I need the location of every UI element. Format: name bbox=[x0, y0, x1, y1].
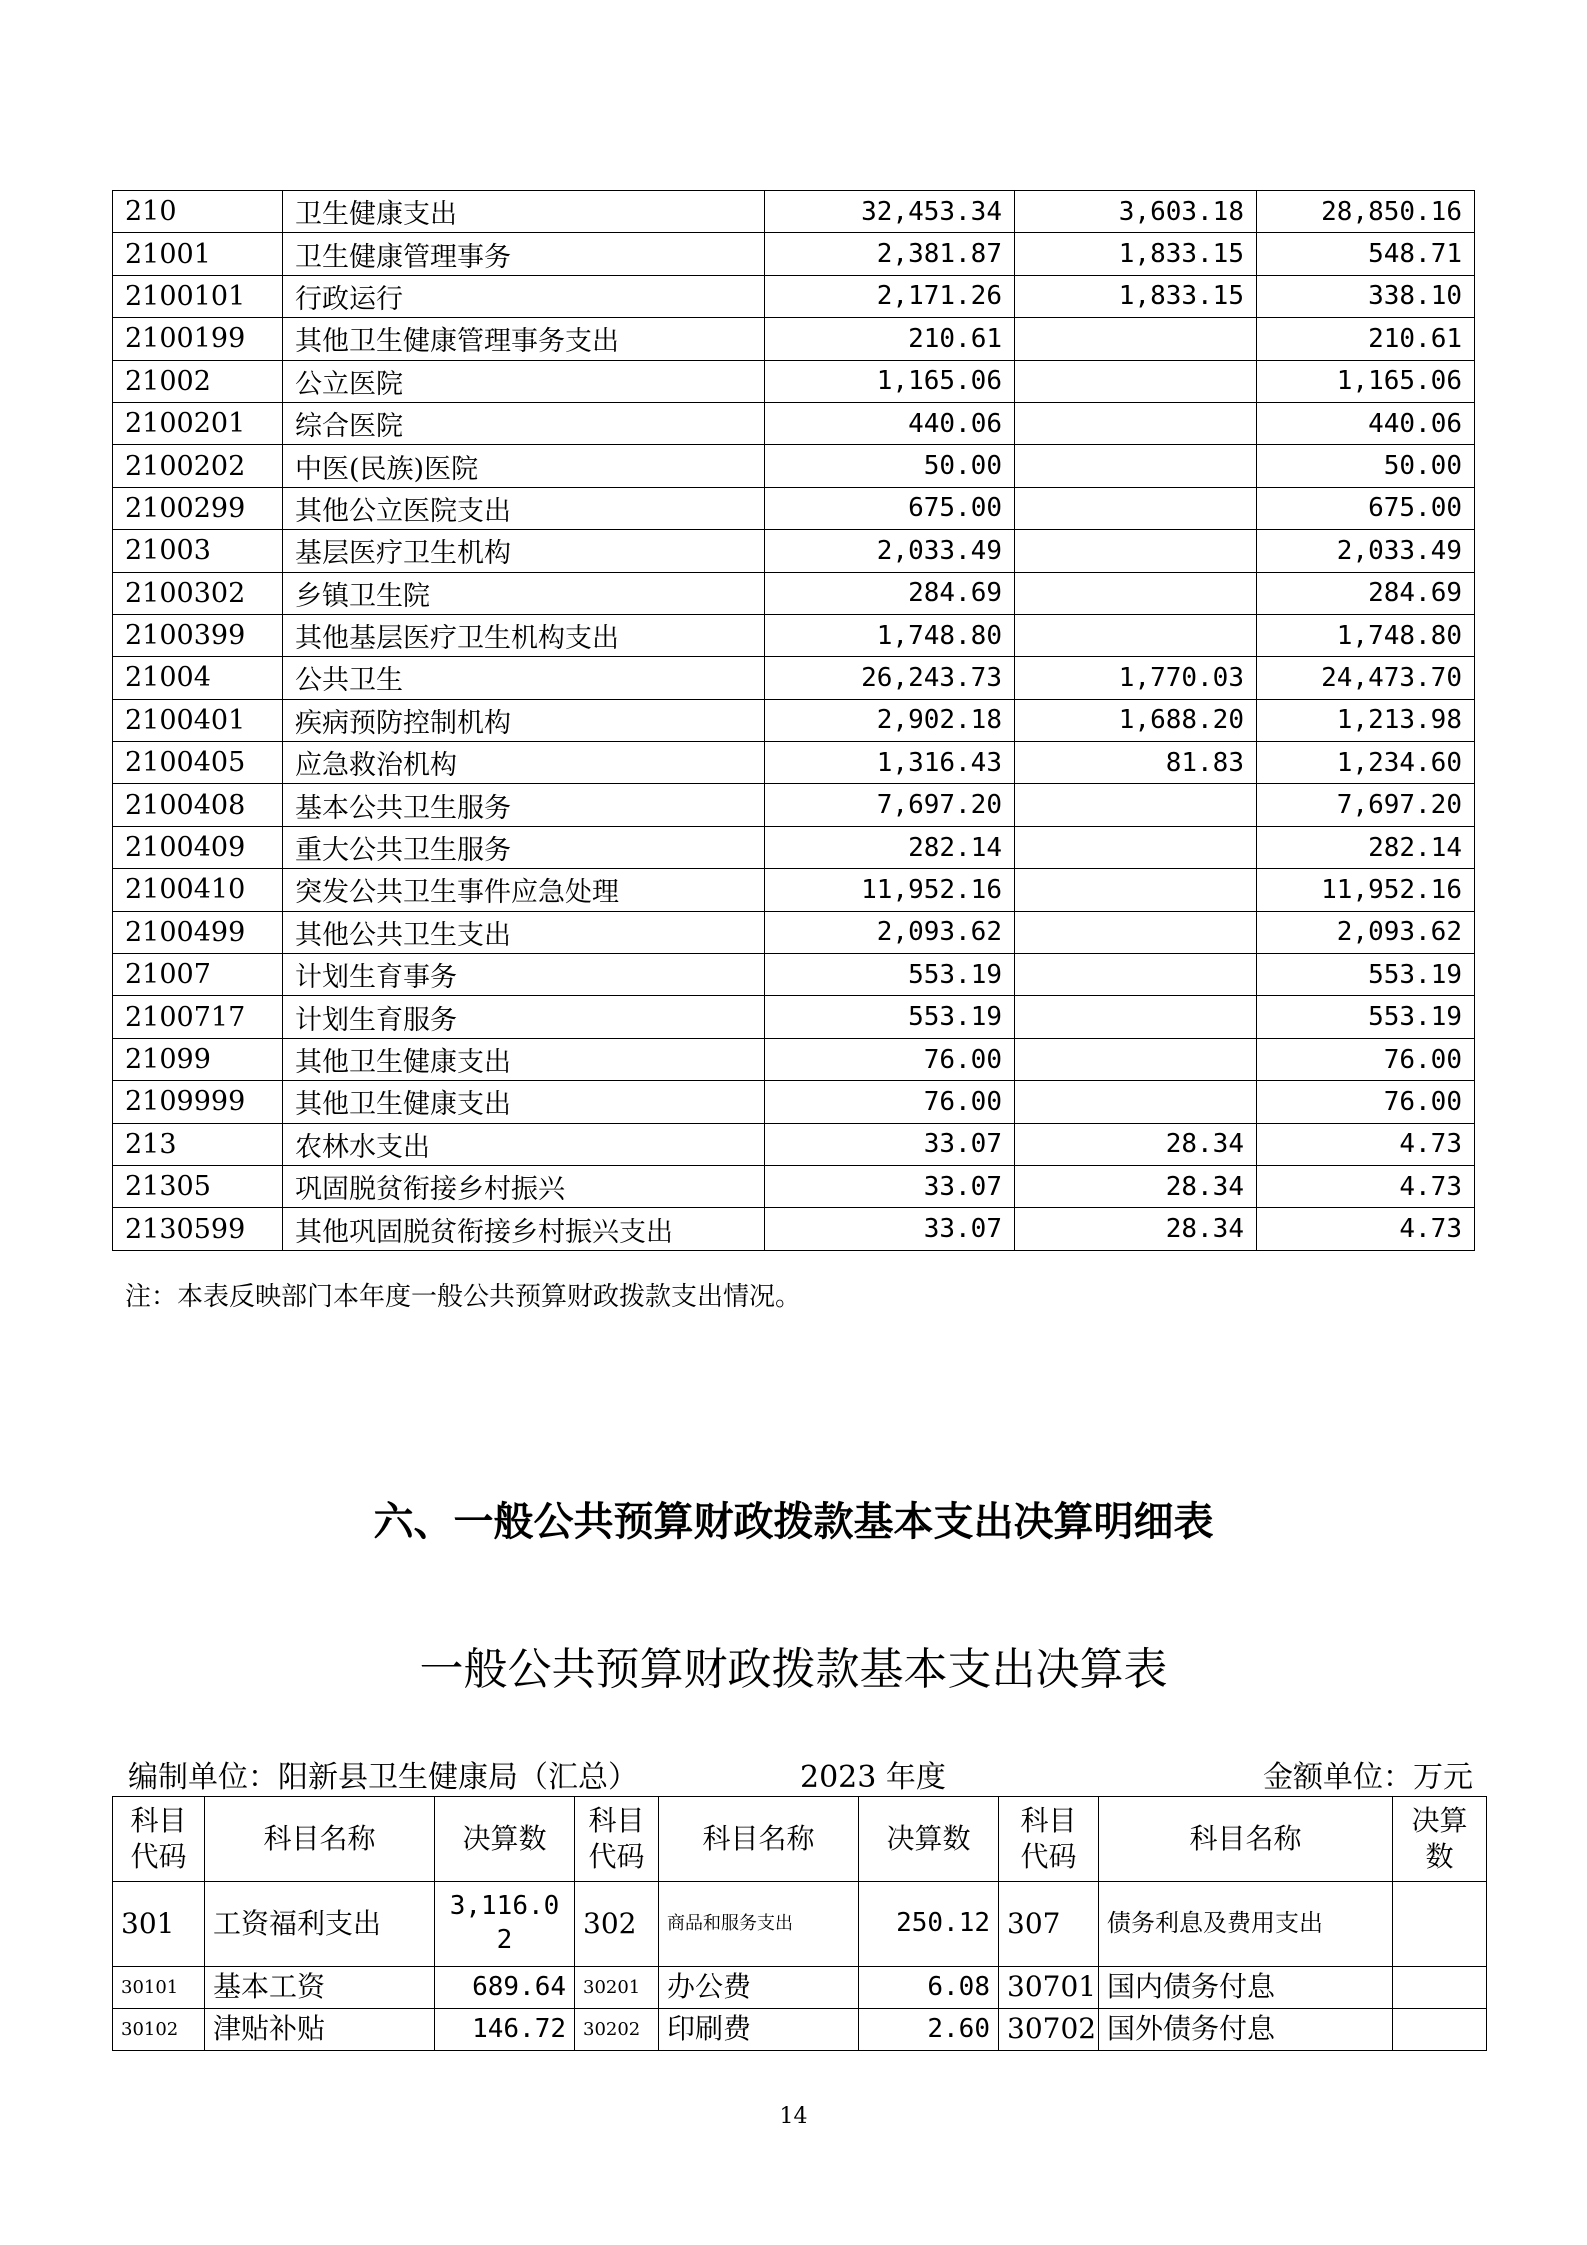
expenditure-table-body bbox=[113, 191, 1475, 1251]
table-row bbox=[113, 614, 1475, 656]
row-total: 2,171.26 bbox=[765, 275, 1015, 317]
row-project: 282.14 bbox=[1257, 826, 1475, 868]
row-project: 4.73 bbox=[1257, 1123, 1475, 1165]
row-code: 2100409 bbox=[113, 826, 283, 868]
row-code: 2100101 bbox=[113, 275, 283, 317]
table-row bbox=[113, 1165, 1475, 1207]
row-amount: 250.12 bbox=[859, 1882, 999, 1967]
row-total: 2,033.49 bbox=[765, 530, 1015, 572]
row-project: 76.00 bbox=[1257, 1081, 1475, 1123]
row-code: 30201 bbox=[575, 1967, 659, 2009]
row-total: 11,952.16 bbox=[765, 869, 1015, 911]
row-project: 1,748.80 bbox=[1257, 614, 1475, 656]
row-project: 284.69 bbox=[1257, 572, 1475, 614]
row-code: 302 bbox=[575, 1882, 659, 1967]
row-project: 1,213.98 bbox=[1257, 699, 1475, 741]
row-basic bbox=[1015, 911, 1257, 953]
row-name: 乡镇卫生院 bbox=[283, 572, 765, 614]
row-total: 282.14 bbox=[765, 826, 1015, 868]
row-total: 1,165.06 bbox=[765, 360, 1015, 402]
row-code: 2100302 bbox=[113, 572, 283, 614]
header-code: 科目代码 bbox=[113, 1797, 205, 1882]
row-amount: 2.60 bbox=[859, 2009, 999, 2051]
header-name: 科目名称 bbox=[205, 1797, 435, 1882]
page-number: 14 bbox=[779, 2104, 808, 2129]
row-basic bbox=[1015, 614, 1257, 656]
row-code: 2100399 bbox=[113, 614, 283, 656]
money-unit: 金额单位：万元 bbox=[1263, 1760, 1473, 1795]
table-row bbox=[113, 530, 1475, 572]
row-name: 计划生育服务 bbox=[283, 996, 765, 1038]
row-total: 284.69 bbox=[765, 572, 1015, 614]
row-name: 计划生育事务 bbox=[283, 954, 765, 996]
row-name: 国内债务付息 bbox=[1099, 1967, 1393, 2009]
table-row bbox=[113, 572, 1475, 614]
table-row bbox=[113, 1967, 1487, 2009]
row-total: 553.19 bbox=[765, 996, 1015, 1038]
row-basic: 1,833.15 bbox=[1015, 275, 1257, 317]
row-code: 2109999 bbox=[113, 1081, 283, 1123]
row-name: 疾病预防控制机构 bbox=[283, 699, 765, 741]
row-code: 30202 bbox=[575, 2009, 659, 2051]
row-name: 印刷费 bbox=[659, 2009, 859, 2051]
row-basic: 28.34 bbox=[1015, 1123, 1257, 1165]
row-name: 综合医院 bbox=[283, 402, 765, 444]
row-code: 210 bbox=[113, 191, 283, 233]
table-note: 注：本表反映部门本年度一般公共预算财政拨款支出情况。 bbox=[125, 1282, 802, 1312]
table-row bbox=[113, 826, 1475, 868]
row-name: 工资福利支出 bbox=[205, 1882, 435, 1967]
row-name: 其他基层医疗卫生机构支出 bbox=[283, 614, 765, 656]
table-row bbox=[113, 1208, 1475, 1250]
row-code: 21305 bbox=[113, 1165, 283, 1207]
row-basic bbox=[1015, 445, 1257, 487]
row-total: 675.00 bbox=[765, 487, 1015, 529]
row-basic bbox=[1015, 530, 1257, 572]
header-code: 科目代码 bbox=[999, 1797, 1099, 1882]
row-project: 4.73 bbox=[1257, 1208, 1475, 1250]
table-row bbox=[113, 699, 1475, 741]
row-basic bbox=[1015, 954, 1257, 996]
row-total: 50.00 bbox=[765, 445, 1015, 487]
table-row bbox=[113, 784, 1475, 826]
row-name: 公立医院 bbox=[283, 360, 765, 402]
row-code: 2100410 bbox=[113, 869, 283, 911]
fiscal-year: 2023 年度 bbox=[800, 1760, 946, 1795]
header-amount: 决算数 bbox=[859, 1797, 999, 1882]
table-row bbox=[113, 869, 1475, 911]
row-basic: 81.83 bbox=[1015, 742, 1257, 784]
row-project: 28,850.16 bbox=[1257, 191, 1475, 233]
row-name: 津贴补贴 bbox=[205, 2009, 435, 2051]
row-code: 21099 bbox=[113, 1038, 283, 1080]
row-basic bbox=[1015, 869, 1257, 911]
row-name: 巩固脱贫衔接乡村振兴 bbox=[283, 1165, 765, 1207]
row-amount: 6.08 bbox=[859, 1967, 999, 2009]
row-total: 1,316.43 bbox=[765, 742, 1015, 784]
row-total: 76.00 bbox=[765, 1038, 1015, 1080]
row-project: 675.00 bbox=[1257, 487, 1475, 529]
row-name: 办公费 bbox=[659, 1967, 859, 2009]
table-header-row bbox=[113, 1797, 1487, 1882]
table-row bbox=[113, 445, 1475, 487]
row-code: 30702 bbox=[999, 2009, 1099, 2051]
row-project: 338.10 bbox=[1257, 275, 1475, 317]
row-project: 7,697.20 bbox=[1257, 784, 1475, 826]
compiling-unit: 编制单位：阳新县卫生健康局（汇总） bbox=[128, 1760, 638, 1795]
row-total: 1,748.80 bbox=[765, 614, 1015, 656]
row-amount: 146.72 bbox=[435, 2009, 575, 2051]
row-basic bbox=[1015, 1081, 1257, 1123]
row-total: 26,243.73 bbox=[765, 657, 1015, 699]
row-amount: 3,116.02 bbox=[435, 1882, 575, 1967]
row-name: 中医(民族)医院 bbox=[283, 445, 765, 487]
row-code: 2100401 bbox=[113, 699, 283, 741]
row-name: 卫生健康支出 bbox=[283, 191, 765, 233]
row-total: 76.00 bbox=[765, 1081, 1015, 1123]
row-amount: 689.64 bbox=[435, 1967, 575, 2009]
row-basic: 1,770.03 bbox=[1015, 657, 1257, 699]
row-code: 2100405 bbox=[113, 742, 283, 784]
row-total: 2,381.87 bbox=[765, 233, 1015, 275]
row-project: 440.06 bbox=[1257, 402, 1475, 444]
row-basic bbox=[1015, 784, 1257, 826]
row-total: 7,697.20 bbox=[765, 784, 1015, 826]
row-basic bbox=[1015, 996, 1257, 1038]
row-name: 农林水支出 bbox=[283, 1123, 765, 1165]
row-amount bbox=[1393, 1882, 1487, 1967]
row-project: 1,165.06 bbox=[1257, 360, 1475, 402]
row-basic: 1,688.20 bbox=[1015, 699, 1257, 741]
row-code: 301 bbox=[113, 1882, 205, 1967]
row-total: 210.61 bbox=[765, 318, 1015, 360]
row-name: 应急救治机构 bbox=[283, 742, 765, 784]
row-project: 11,952.16 bbox=[1257, 869, 1475, 911]
header-amount: 决算数 bbox=[435, 1797, 575, 1882]
header-amount: 决算数 bbox=[1393, 1797, 1487, 1882]
table-row bbox=[113, 911, 1475, 953]
row-total: 33.07 bbox=[765, 1165, 1015, 1207]
row-code: 30101 bbox=[113, 1967, 205, 2009]
row-code: 21007 bbox=[113, 954, 283, 996]
row-project: 210.61 bbox=[1257, 318, 1475, 360]
row-project: 553.19 bbox=[1257, 954, 1475, 996]
row-basic bbox=[1015, 487, 1257, 529]
table-title: 一般公共预算财政拨款基本支出决算表 bbox=[419, 1644, 1168, 1695]
table-row bbox=[113, 318, 1475, 360]
table-row bbox=[113, 402, 1475, 444]
row-name: 行政运行 bbox=[283, 275, 765, 317]
row-total: 33.07 bbox=[765, 1123, 1015, 1165]
row-name: 重大公共卫生服务 bbox=[283, 826, 765, 868]
row-name: 债务利息及费用支出 bbox=[1099, 1882, 1393, 1967]
row-project: 553.19 bbox=[1257, 996, 1475, 1038]
row-name: 其他卫生健康管理事务支出 bbox=[283, 318, 765, 360]
row-basic bbox=[1015, 360, 1257, 402]
row-code: 2130599 bbox=[113, 1208, 283, 1250]
section-heading: 六、一般公共预算财政拨款基本支出决算明细表 bbox=[373, 1499, 1214, 1545]
table-row bbox=[113, 996, 1475, 1038]
table-row bbox=[113, 1882, 1487, 1967]
expenditure-table bbox=[112, 190, 1475, 1251]
row-code: 213 bbox=[113, 1123, 283, 1165]
row-project: 2,093.62 bbox=[1257, 911, 1475, 953]
row-name: 卫生健康管理事务 bbox=[283, 233, 765, 275]
row-project: 50.00 bbox=[1257, 445, 1475, 487]
table-row bbox=[113, 487, 1475, 529]
row-project: 76.00 bbox=[1257, 1038, 1475, 1080]
row-code: 2100408 bbox=[113, 784, 283, 826]
table-row bbox=[113, 233, 1475, 275]
row-project: 1,234.60 bbox=[1257, 742, 1475, 784]
row-code: 21004 bbox=[113, 657, 283, 699]
row-name: 公共卫生 bbox=[283, 657, 765, 699]
row-basic: 3,603.18 bbox=[1015, 191, 1257, 233]
row-code: 21003 bbox=[113, 530, 283, 572]
row-name: 商品和服务支出 bbox=[659, 1882, 859, 1967]
row-code: 307 bbox=[999, 1882, 1099, 1967]
header-code: 科目代码 bbox=[575, 1797, 659, 1882]
row-code: 30102 bbox=[113, 2009, 205, 2051]
row-total: 2,902.18 bbox=[765, 699, 1015, 741]
row-name: 其他公立医院支出 bbox=[283, 487, 765, 529]
row-name: 其他巩固脱贫衔接乡村振兴支出 bbox=[283, 1208, 765, 1250]
table-row bbox=[113, 1081, 1475, 1123]
row-code: 2100201 bbox=[113, 402, 283, 444]
basic-expenditure-table bbox=[112, 1796, 1487, 2051]
row-amount bbox=[1393, 2009, 1487, 2051]
row-code: 2100199 bbox=[113, 318, 283, 360]
row-amount bbox=[1393, 1967, 1487, 2009]
row-basic bbox=[1015, 572, 1257, 614]
row-basic: 28.34 bbox=[1015, 1208, 1257, 1250]
row-name: 国外债务付息 bbox=[1099, 2009, 1393, 2051]
row-total: 33.07 bbox=[765, 1208, 1015, 1250]
row-total: 553.19 bbox=[765, 954, 1015, 996]
table-row bbox=[113, 191, 1475, 233]
table-row bbox=[113, 954, 1475, 996]
row-code: 2100499 bbox=[113, 911, 283, 953]
row-code: 30701 bbox=[999, 1967, 1099, 2009]
row-name: 其他卫生健康支出 bbox=[283, 1081, 765, 1123]
row-name: 基本工资 bbox=[205, 1967, 435, 2009]
row-project: 2,033.49 bbox=[1257, 530, 1475, 572]
row-name: 基层医疗卫生机构 bbox=[283, 530, 765, 572]
row-basic bbox=[1015, 826, 1257, 868]
row-code: 2100202 bbox=[113, 445, 283, 487]
table-row bbox=[113, 275, 1475, 317]
row-name: 突发公共卫生事件应急处理 bbox=[283, 869, 765, 911]
row-basic bbox=[1015, 1038, 1257, 1080]
row-total: 2,093.62 bbox=[765, 911, 1015, 953]
row-project: 24,473.70 bbox=[1257, 657, 1475, 699]
row-code: 21002 bbox=[113, 360, 283, 402]
row-total: 32,453.34 bbox=[765, 191, 1015, 233]
header-name: 科目名称 bbox=[1099, 1797, 1393, 1882]
row-name: 其他卫生健康支出 bbox=[283, 1038, 765, 1080]
table-row bbox=[113, 742, 1475, 784]
table-row bbox=[113, 1123, 1475, 1165]
row-name: 基本公共卫生服务 bbox=[283, 784, 765, 826]
row-project: 4.73 bbox=[1257, 1165, 1475, 1207]
row-basic: 28.34 bbox=[1015, 1165, 1257, 1207]
row-project: 548.71 bbox=[1257, 233, 1475, 275]
row-code: 2100299 bbox=[113, 487, 283, 529]
table-row bbox=[113, 360, 1475, 402]
row-name: 其他公共卫生支出 bbox=[283, 911, 765, 953]
table-row bbox=[113, 1038, 1475, 1080]
header-name: 科目名称 bbox=[659, 1797, 859, 1882]
row-total: 440.06 bbox=[765, 402, 1015, 444]
row-basic bbox=[1015, 318, 1257, 360]
table-row bbox=[113, 2009, 1487, 2051]
row-basic: 1,833.15 bbox=[1015, 233, 1257, 275]
row-code: 21001 bbox=[113, 233, 283, 275]
row-code: 2100717 bbox=[113, 996, 283, 1038]
row-basic bbox=[1015, 402, 1257, 444]
table-row bbox=[113, 657, 1475, 699]
